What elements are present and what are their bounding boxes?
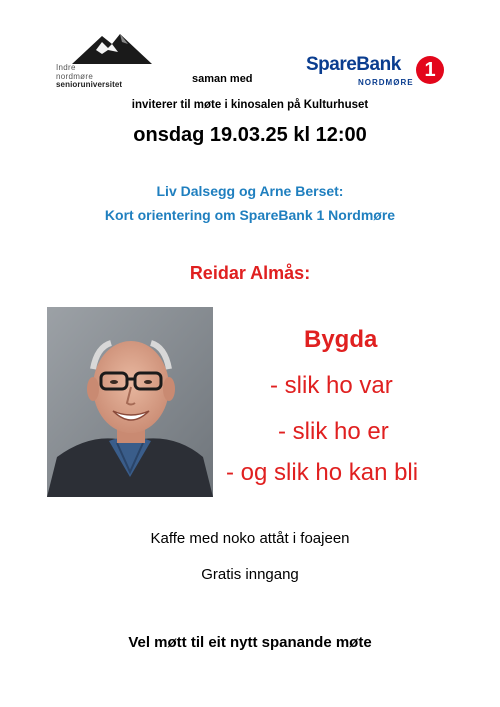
sparebank-logo [306, 54, 446, 94]
logo-line-3: senioruniversitet [56, 80, 123, 89]
logo-line-1: Indre [56, 63, 76, 72]
logo-line-2: nordmøre [56, 72, 94, 81]
event-date: onsdag 19.03.25 kl 12:00 [133, 124, 367, 146]
sparebank-brand: SpareBank [306, 54, 401, 75]
talk-line-1: - slik ho var [270, 372, 393, 399]
sparebank-region: NORDMØRE [358, 78, 414, 87]
mountain-logo-icon [72, 30, 152, 64]
part1-speakers: Liv Dalsegg og Arne Berset: [156, 183, 344, 199]
speaker-photo [47, 307, 213, 497]
coffee-text: Kaffe med noko attåt i foajeen [150, 530, 350, 547]
talk-line-2: - slik ho er [278, 418, 389, 445]
talk-title: Bygda [304, 326, 378, 353]
senioruniversitet-logo [52, 30, 172, 92]
invitation-text: inviterer til møte i kinosalen på Kulturhuset [131, 99, 369, 111]
talk-line-3: - og slik ho kan bli [226, 459, 419, 486]
sparebank-one-icon: 1 [416, 56, 444, 84]
part2-speaker: Reidar Almås: [189, 263, 311, 283]
together-with-text: saman med [192, 73, 253, 85]
welcome-text: Vel møtt til eit nytt spanande møte [128, 634, 372, 651]
entry-text: Gratis inngang [201, 566, 299, 583]
part1-topic: Kort orientering om SpareBank 1 Nordmøre [104, 207, 396, 223]
portrait-image [47, 307, 213, 497]
